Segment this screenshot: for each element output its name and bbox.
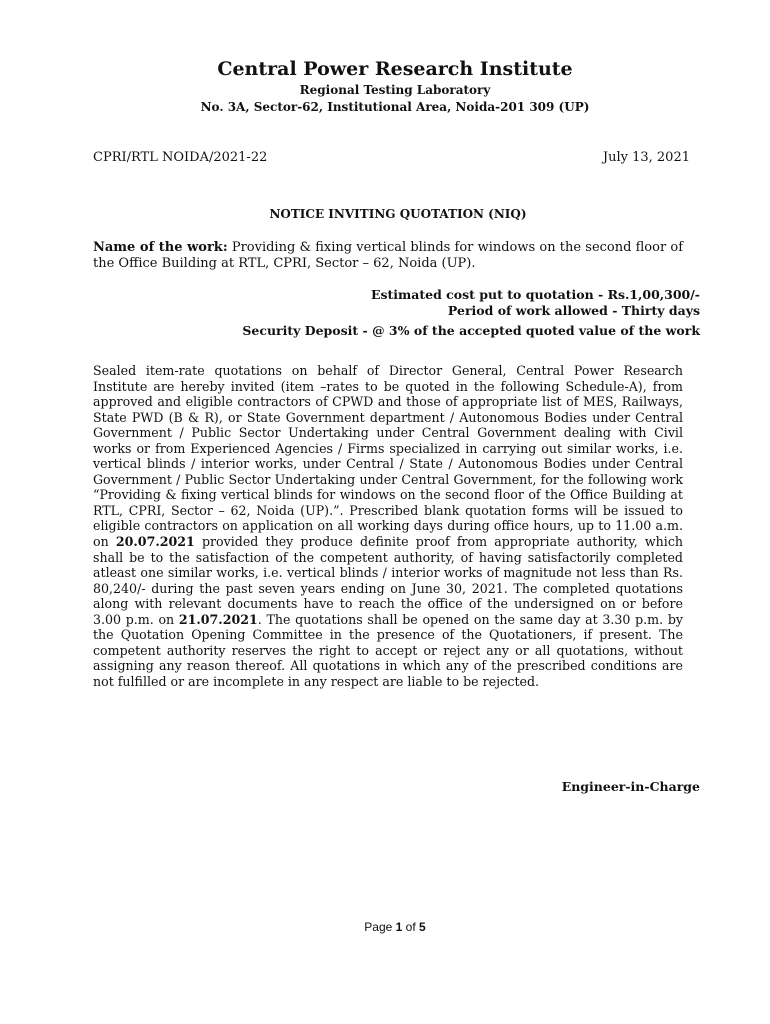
notice-body — [93, 363, 683, 689]
laboratory-name: Regional Testing Laboratory — [299, 83, 491, 97]
address-line: No. 3A, Sector-62, Institutional Area, Noida-201 309 (UP) — [200, 100, 590, 114]
page-total: 5 — [419, 920, 426, 934]
cost-period-block — [371, 287, 700, 319]
page-current: 1 — [395, 920, 403, 934]
document-date: July 13, 2021 — [602, 150, 690, 165]
estimated-cost: Estimated cost put to quotation - Rs.1,00,300/- — [370, 287, 700, 302]
body-part-2: provided they produce definite proof from appropriate authority, which shall be to the satisfaction of the competent authority, of having satisfactorily completed atleast one similar works, i.e. vertical blinds / interior works of magnitude not less than Rs. 80,240/- during the past seven years ending on June 30, 2021. The completed quotations along with relevant documents have to reach the office of the undersigned on or before 3.00 p.m. on — [93, 534, 683, 627]
submission-date: 21.07.2021 — [178, 611, 258, 627]
work-text: Providing & fixing vertical blinds for windows on the second floor of the Office Building at RTL, CPRI, Sector – 62, Noida (UP). — [93, 240, 684, 271]
work-description — [93, 240, 683, 272]
security-deposit: Security Deposit - @ 3% of the accepted quoted value of the work — [242, 323, 700, 338]
reference-number: CPRI/RTL NOIDA/2021-22 — [93, 150, 268, 165]
page-of-word: of — [402, 920, 420, 934]
page-word: Page — [364, 920, 396, 934]
work-label: Name of the work: — [93, 240, 228, 255]
institute-title: Central Power Research Institute — [217, 58, 573, 80]
issue-date: 20.07.2021 — [115, 534, 195, 550]
body-part-3: . The quotations shall be opened on the same day at 3.30 p.m. by the Quotation Opening Committee in the presence of the Quotationers, if present. The competent authority reserves the right to accept or reject any or all quotations, without assigning any reason thereof. All quotations in which any of the prescribed conditions are not fulfilled or are incomplete in any respect are liable to be rejected. — [93, 611, 683, 689]
work-period: Period of work allowed - Thirty days — [447, 303, 700, 318]
notice-title: NOTICE INVITING QUOTATION (NIQ) — [269, 207, 527, 221]
page-footer — [0, 920, 770, 934]
signatory: Engineer-in-Charge — [561, 779, 700, 794]
body-part-1: Sealed item-rate quotations on behalf of Director General, Central Power Research Institute are hereby invited (item –rates to be quoted in the following Schedule-A), from approved and eligible contractors of CPWD and those of appropriate list of MES, Railways, State PWD (B & R), or State Government department / Autonomous Bodies under Central Government / Public Sector Undertaking under Central Government dealing with Civil works or from Experienced Agencies / Firms specialized in carrying out similar works, i.e. vertical blinds / interior works, under Central / State / Autonomous Bodies under Central Government / Public Sector Undertaking under Central Government, for the following work “Providing & fixing vertical blinds for windows on the second floor of the Office Building at RTL, CPRI, Sector – 62, Noida (UP).”. Prescribed blank quotation forms will be issued to eligible contractors on application on all working days during office hours, up to 11.00 a.m. on — [93, 363, 683, 550]
